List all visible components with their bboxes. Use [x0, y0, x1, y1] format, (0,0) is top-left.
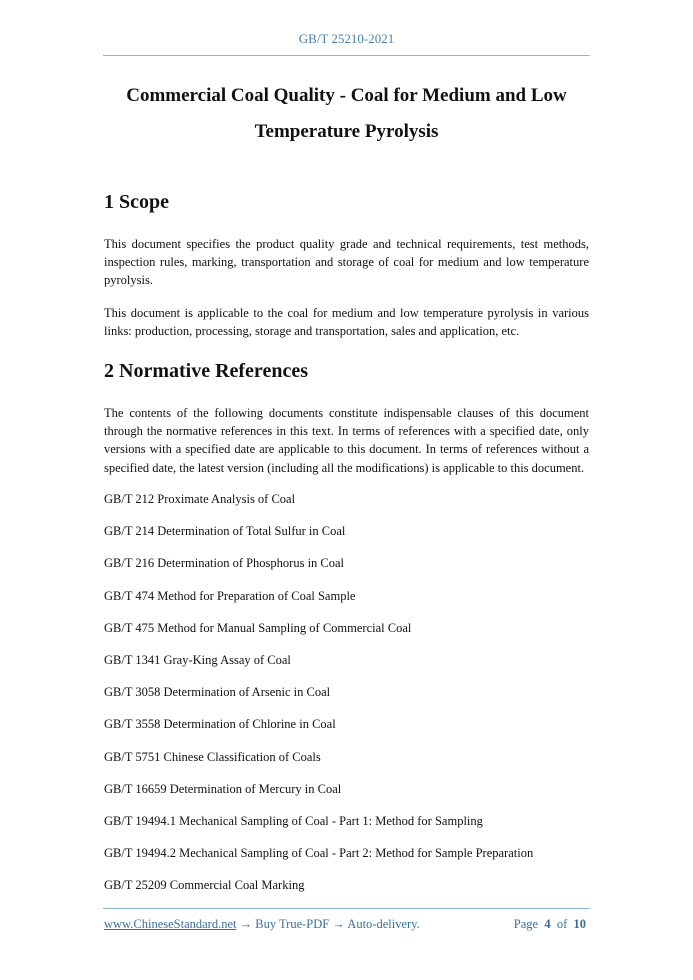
current-page: 4: [544, 917, 551, 931]
page-label: Page: [513, 917, 539, 931]
references-intro-paragraph: The contents of the following documents constitute indispensable clauses of this document through the normative references in this text. In terms of references with a specified date, only versions with a specified date are applicable to this document. In terms of references without a specified date, the latest version (including all the modifications) is applicable to this document.: [104, 406, 589, 475]
section-heading-normative-references: 2 Normative References: [104, 360, 308, 382]
reference-item: GB/T 212 Proximate Analysis of Coal: [104, 492, 296, 506]
page-indicator: [514, 917, 586, 932]
title-line-2: Temperature Pyrolysis: [254, 121, 439, 142]
document-title: [103, 78, 590, 150]
total-pages: 10: [573, 917, 586, 931]
header-doc-id: GB/T 25210-2021: [298, 31, 395, 46]
scope-paragraph-2: This document is applicable to the coal for medium and low temperature pyrolysis in various links: production, processing, storage and transportation, sales and application, etc.: [104, 306, 589, 339]
footer-rule: [103, 908, 590, 909]
reference-item: GB/T 214 Determination of Total Sulfur in Coal: [104, 524, 346, 539]
reference-item: GB/T 3058 Determination of Arsenic in Coal: [104, 685, 331, 700]
reference-item: GB/T 475 Method for Manual Sampling of Commercial Coal: [104, 620, 412, 635]
section-heading-scope: 1 Scope: [104, 191, 169, 213]
of-label: of: [556, 917, 568, 931]
header-rule: [103, 55, 590, 56]
footer: [104, 917, 586, 932]
website-link[interactable]: www.ChineseStandard.net: [104, 917, 237, 931]
reference-item: GB/T 19494.2 Mechanical Sampling of Coal - Part 2: Method for Sample Preparation: [104, 846, 534, 861]
footer-tagline: → Buy True-PDF → Auto-delivery.: [236, 917, 420, 931]
reference-item: GB/T 25209 Commercial Coal Marking: [104, 878, 305, 893]
reference-item: GB/T 16659 Determination of Mercury in Coal: [104, 781, 342, 796]
scope-paragraph-1: This document specifies the product quality grade and technical requirements, test methods, inspection rules, marking, transportation and storage of coal for medium and low temperature pyrolysis.: [104, 237, 589, 288]
reference-item: GB/T 216 Determination of Phosphorus in Coal: [104, 556, 345, 571]
reference-item: GB/T 3558 Determination of Chlorine in Coal: [104, 717, 336, 732]
reference-item: GB/T 1341 Gray-King Assay of Coal: [104, 652, 291, 667]
reference-item: GB/T 19494.1 Mechanical Sampling of Coal - Part 1: Method for Sampling: [104, 813, 483, 828]
reference-item: GB/T 5751 Chinese Classification of Coals: [104, 749, 321, 764]
reference-item: GB/T 474 Method for Preparation of Coal Sample: [104, 588, 356, 603]
reference-list: [104, 489, 533, 907]
title-line-1: Commercial Coal Quality - Coal for Medium and Low: [126, 85, 567, 106]
